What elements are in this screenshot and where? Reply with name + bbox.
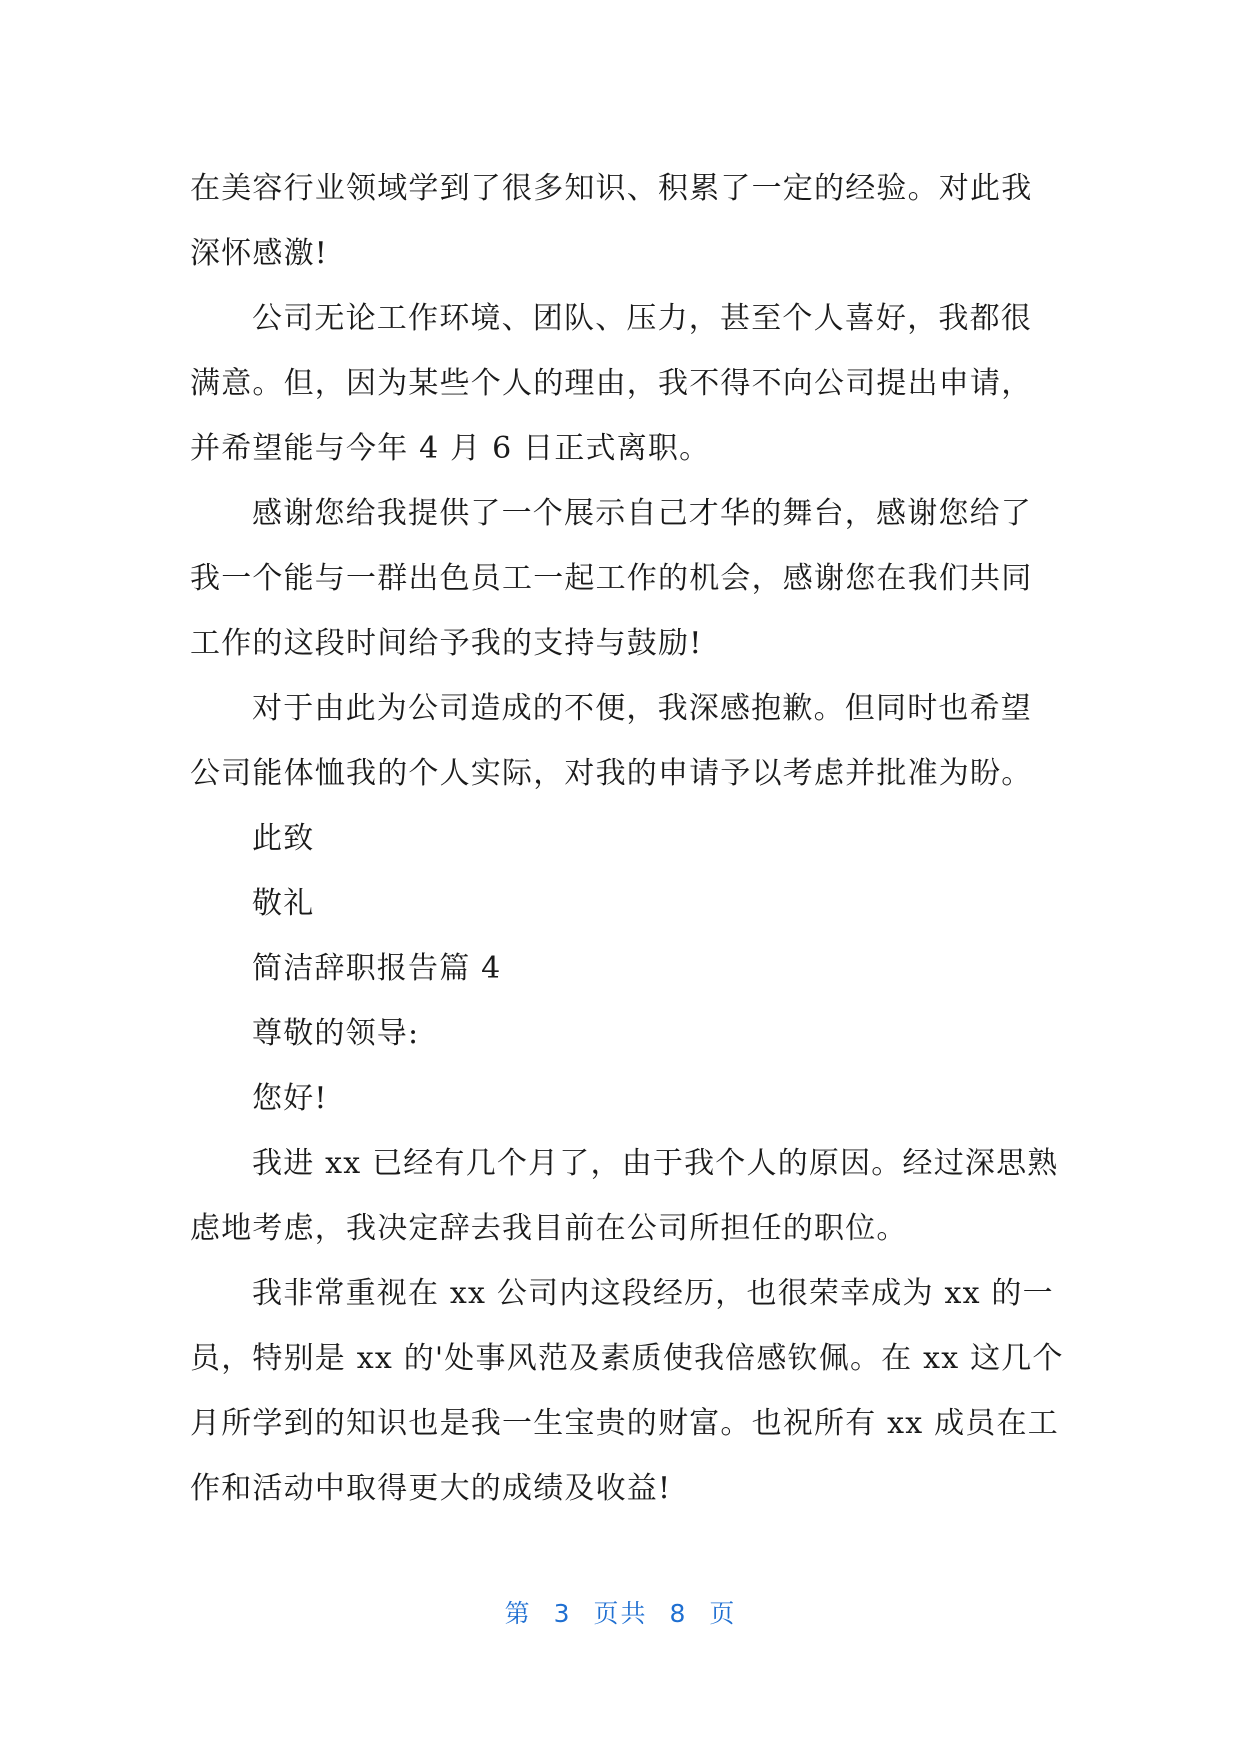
text-line: 公司无论工作环境、团队、压力，甚至个人喜好，我都很	[252, 301, 1032, 336]
section-heading: 简洁辞职报告篇 4	[252, 951, 502, 986]
page-footer	[0, 1594, 1241, 1630]
text-line: 我一个能与一群出色员工一起工作的机会，感谢您在我们共同	[190, 561, 1033, 596]
current-page-number: 3	[553, 1599, 572, 1628]
text-line: 满意。但，因为某些个人的理由，我不得不向公司提出申请，	[190, 366, 1033, 401]
text-line: 我非常重视在 xx 公司内这段经历，也很荣幸成为 xx 的一	[252, 1276, 1054, 1311]
text-line: 公司能体恤我的个人实际，对我的申请予以考虑并批准为盼。	[190, 756, 1033, 791]
total-pages-number: 8	[669, 1599, 688, 1628]
footer-suffix: 页	[709, 1599, 737, 1628]
text-line: 工作的这段时间给予我的支持与鼓励!	[190, 626, 703, 661]
text-line: 在美容行业领域学到了很多知识、积累了一定的经验。对此我	[190, 171, 1033, 206]
text-line: 虑地考虑，我决定辞去我目前在公司所担任的职位。	[190, 1211, 908, 1246]
closing-line: 敬礼	[252, 886, 315, 921]
text-line: 员，特别是 xx 的'处事风范及素质使我倍感钦佩。在 xx 这几个	[190, 1341, 1064, 1376]
greeting: 您好!	[252, 1081, 328, 1116]
salutation: 尊敬的领导:	[252, 1016, 420, 1051]
text-line: 我进 xx 已经有几个月了，由于我个人的原因。经过深思熟	[252, 1146, 1059, 1181]
text-line: 作和活动中取得更大的成绩及收益!	[190, 1471, 672, 1506]
closing-line: 此致	[252, 821, 315, 856]
text-line: 感谢您给我提供了一个展示自己才华的舞台，感谢您给了	[252, 496, 1032, 531]
text-line: 深怀感激!	[190, 236, 329, 271]
text-line: 月所学到的知识也是我一生宝贵的财富。也祝所有 xx 成员在工	[190, 1406, 1059, 1441]
document-body	[190, 156, 1064, 1521]
text-line: 对于由此为公司造成的不便，我深感抱歉。但同时也希望	[252, 691, 1032, 726]
text-line: 并希望能与今年 4 月 6 日正式离职。	[190, 431, 711, 466]
footer-prefix: 第	[504, 1599, 532, 1628]
footer-middle: 页共	[593, 1599, 648, 1628]
